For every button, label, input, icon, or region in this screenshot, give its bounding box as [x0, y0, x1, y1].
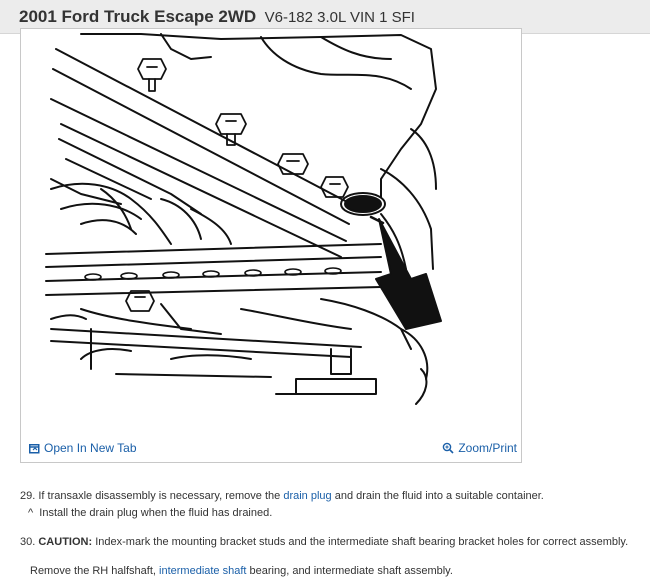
magnifier-icon [442, 442, 454, 454]
step-text: and drain the fluid into a suitable container. [334, 490, 544, 502]
zoom-print-label: Zoom/Print [458, 441, 517, 455]
zoom-print-link[interactable] [442, 441, 517, 455]
open-in-new-tab-label: Open In New Tab [44, 441, 137, 455]
step-number: 30. [20, 536, 36, 548]
open-in-new-tab-icon [29, 443, 40, 454]
step-number: 29. [20, 490, 36, 502]
step-29 [20, 490, 645, 519]
subitem-text: Install the drain plug when the fluid has drained. [39, 507, 273, 519]
intermediate-shaft-link[interactable]: intermediate shaft [159, 565, 247, 577]
figure-toolbar [21, 436, 521, 462]
step-text: If transaxle disassembly is necessary, remove the [38, 490, 281, 502]
drain-plug-link[interactable]: drain plug [283, 490, 332, 502]
caution-label: CAUTION: [38, 536, 93, 548]
figure-container [20, 28, 522, 463]
transaxle-drain-plug-illustration[interactable] [21, 29, 521, 434]
procedure-steps [20, 490, 645, 577]
step-29-subitem [28, 507, 645, 519]
vehicle-title: 2001 Ford Truck Escape 2WD [19, 7, 257, 26]
open-in-new-tab-link[interactable] [29, 441, 137, 455]
caret-marker: ^ [28, 507, 34, 519]
step-30 [20, 536, 645, 548]
step-30-body [30, 565, 645, 577]
engine-subtitle: V6-182 3.0L VIN 1 SFI [264, 9, 415, 26]
step-text: bearing, and intermediate shaft assembly. [249, 565, 453, 577]
caution-text: Index-mark the mounting bracket studs and the intermediate shaft bearing bracket holes for correct assembly. [95, 536, 629, 548]
step-text: Remove the RH halfshaft, [30, 565, 156, 577]
